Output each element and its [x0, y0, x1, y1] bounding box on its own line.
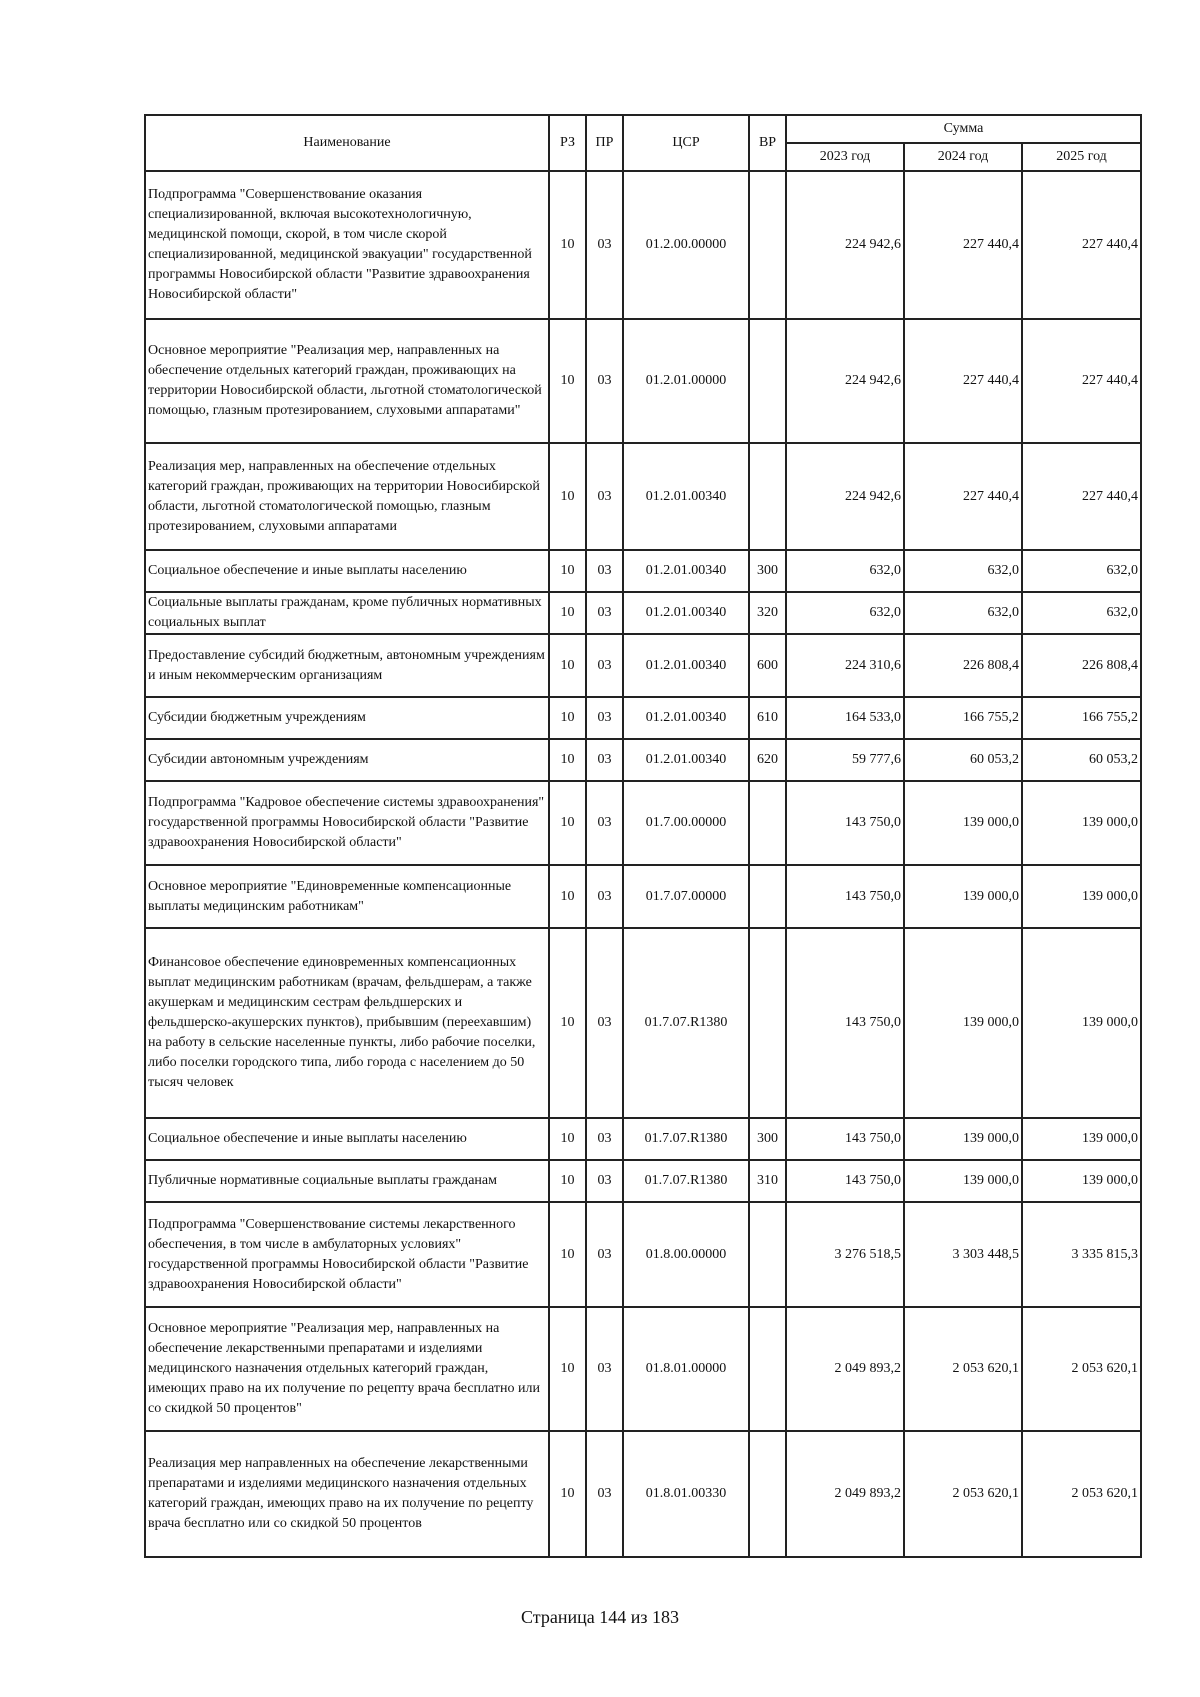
row-rz-cell: 10	[549, 928, 586, 1118]
row-rz-cell: 10	[549, 550, 586, 592]
row-csr-cell: 01.2.01.00340	[623, 634, 749, 697]
row-sum-2024-cell: 632,0	[904, 592, 1022, 634]
row-csr-cell: 01.7.07.R1380	[623, 928, 749, 1118]
row-name-cell: Подпрограмма "Совершенствование системы лекарственного обеспечения, в том числе в амбулаторных условиях" государственной программы Новосибирской области "Развитие здравоохранения Новосибирской области"	[145, 1202, 549, 1307]
header-rz: РЗ	[549, 115, 586, 171]
row-csr-cell: 01.2.01.00340	[623, 592, 749, 634]
row-sum-2023-cell: 2 049 893,2	[786, 1307, 904, 1431]
row-sum-2023-cell: 632,0	[786, 550, 904, 592]
row-name-cell: Основное мероприятие "Единовременные компенсационные выплаты медицинским работникам"	[145, 865, 549, 928]
header-year-2023: 2023 год	[786, 143, 904, 171]
row-csr-cell: 01.2.00.00000	[623, 171, 749, 319]
row-csr-cell: 01.7.07.R1380	[623, 1118, 749, 1160]
row-vr-cell: 310	[749, 1160, 786, 1202]
table-row	[145, 1118, 1141, 1160]
row-name-cell: Предоставление субсидий бюджетным, автономным учреждениям и иным некоммерческим организациям	[145, 634, 549, 697]
row-pr-cell: 03	[586, 865, 623, 928]
row-rz-cell: 10	[549, 1307, 586, 1431]
row-rz-cell: 10	[549, 1118, 586, 1160]
row-csr-cell: 01.7.07.R1380	[623, 1160, 749, 1202]
row-csr-cell: 01.8.01.00330	[623, 1431, 749, 1557]
row-vr-cell: 300	[749, 550, 786, 592]
row-sum-2024-cell: 632,0	[904, 550, 1022, 592]
budget-table	[144, 114, 1142, 1558]
row-name-cell: Подпрограмма "Совершенствование оказания специализированной, включая высокотехнологичную, медицинской помощи, скорой, в том числе скорой специализированной, медицинской эвакуации" государственной программы Новосибирской области "Развитие здравоохранения Новосибирской области"	[145, 171, 549, 319]
row-vr-cell	[749, 865, 786, 928]
row-sum-2024-cell: 166 755,2	[904, 697, 1022, 739]
row-sum-2024-cell: 227 440,4	[904, 443, 1022, 550]
row-sum-2025-cell: 227 440,4	[1022, 171, 1141, 319]
row-name-cell: Субсидии бюджетным учреждениям	[145, 697, 549, 739]
table-row	[145, 319, 1141, 443]
row-rz-cell: 10	[549, 739, 586, 781]
table-row	[145, 1202, 1141, 1307]
row-pr-cell: 03	[586, 928, 623, 1118]
row-pr-cell: 03	[586, 550, 623, 592]
row-sum-2025-cell: 2 053 620,1	[1022, 1431, 1141, 1557]
header-year-2025: 2025 год	[1022, 143, 1141, 171]
row-sum-2024-cell: 60 053,2	[904, 739, 1022, 781]
header-sum: Сумма	[786, 115, 1141, 143]
row-sum-2025-cell: 227 440,4	[1022, 319, 1141, 443]
table-row	[145, 1307, 1141, 1431]
row-sum-2024-cell: 227 440,4	[904, 319, 1022, 443]
row-vr-cell: 600	[749, 634, 786, 697]
row-name-cell: Социальное обеспечение и иные выплаты населению	[145, 1118, 549, 1160]
row-rz-cell: 10	[549, 865, 586, 928]
row-rz-cell: 10	[549, 634, 586, 697]
row-sum-2025-cell: 139 000,0	[1022, 1160, 1141, 1202]
row-pr-cell: 03	[586, 1160, 623, 1202]
row-vr-cell: 620	[749, 739, 786, 781]
row-sum-2024-cell: 139 000,0	[904, 1118, 1022, 1160]
row-sum-2024-cell: 227 440,4	[904, 171, 1022, 319]
row-sum-2023-cell: 2 049 893,2	[786, 1431, 904, 1557]
row-csr-cell: 01.2.01.00340	[623, 697, 749, 739]
row-sum-2025-cell: 139 000,0	[1022, 1118, 1141, 1160]
table-row	[145, 739, 1141, 781]
row-pr-cell: 03	[586, 697, 623, 739]
row-vr-cell	[749, 319, 786, 443]
row-pr-cell: 03	[586, 1118, 623, 1160]
row-csr-cell: 01.2.01.00340	[623, 550, 749, 592]
row-vr-cell: 610	[749, 697, 786, 739]
row-csr-cell: 01.2.01.00340	[623, 739, 749, 781]
row-sum-2025-cell: 60 053,2	[1022, 739, 1141, 781]
row-pr-cell: 03	[586, 739, 623, 781]
row-sum-2024-cell: 139 000,0	[904, 1160, 1022, 1202]
row-vr-cell	[749, 781, 786, 865]
row-pr-cell: 03	[586, 171, 623, 319]
row-sum-2025-cell: 632,0	[1022, 550, 1141, 592]
row-sum-2023-cell: 143 750,0	[786, 928, 904, 1118]
row-sum-2025-cell: 226 808,4	[1022, 634, 1141, 697]
header-csr: ЦСР	[623, 115, 749, 171]
row-sum-2025-cell: 139 000,0	[1022, 928, 1141, 1118]
row-sum-2023-cell: 164 533,0	[786, 697, 904, 739]
table-row	[145, 697, 1141, 739]
row-pr-cell: 03	[586, 781, 623, 865]
table-row	[145, 171, 1141, 319]
row-vr-cell	[749, 928, 786, 1118]
row-rz-cell: 10	[549, 443, 586, 550]
row-sum-2024-cell: 139 000,0	[904, 928, 1022, 1118]
table-row	[145, 1431, 1141, 1557]
header-year-2024: 2024 год	[904, 143, 1022, 171]
row-rz-cell: 10	[549, 1431, 586, 1557]
row-sum-2023-cell: 224 942,6	[786, 443, 904, 550]
row-vr-cell	[749, 443, 786, 550]
row-pr-cell: 03	[586, 1202, 623, 1307]
row-sum-2024-cell: 3 303 448,5	[904, 1202, 1022, 1307]
row-vr-cell	[749, 1307, 786, 1431]
row-vr-cell: 300	[749, 1118, 786, 1160]
row-csr-cell: 01.7.00.00000	[623, 781, 749, 865]
row-name-cell: Публичные нормативные социальные выплаты гражданам	[145, 1160, 549, 1202]
table-row	[145, 1160, 1141, 1202]
table-body	[145, 171, 1141, 1557]
row-sum-2023-cell: 143 750,0	[786, 781, 904, 865]
table-row	[145, 781, 1141, 865]
row-csr-cell: 01.2.01.00000	[623, 319, 749, 443]
row-rz-cell: 10	[549, 319, 586, 443]
row-sum-2025-cell: 227 440,4	[1022, 443, 1141, 550]
row-sum-2023-cell: 143 750,0	[786, 1118, 904, 1160]
row-csr-cell: 01.8.01.00000	[623, 1307, 749, 1431]
row-vr-cell	[749, 171, 786, 319]
row-sum-2024-cell: 139 000,0	[904, 781, 1022, 865]
row-pr-cell: 03	[586, 319, 623, 443]
row-rz-cell: 10	[549, 1160, 586, 1202]
row-pr-cell: 03	[586, 1431, 623, 1557]
row-csr-cell: 01.7.07.00000	[623, 865, 749, 928]
table-row	[145, 634, 1141, 697]
row-name-cell: Подпрограмма "Кадровое обеспечение системы здравоохранения" государственной программы Новосибирской области "Развитие здравоохранения Новосибирской области"	[145, 781, 549, 865]
row-csr-cell: 01.8.00.00000	[623, 1202, 749, 1307]
header-name: Наименование	[145, 115, 549, 171]
row-name-cell: Социальные выплаты гражданам, кроме публичных нормативных социальных выплат	[145, 592, 549, 634]
row-sum-2023-cell: 224 942,6	[786, 171, 904, 319]
row-sum-2025-cell: 166 755,2	[1022, 697, 1141, 739]
page-number: Страница 144 из 183	[521, 1607, 679, 1627]
row-name-cell: Основное мероприятие "Реализация мер, направленных на обеспечение лекарственными препаратами и изделиями медицинского назначения отдельных категорий граждан, имеющих право на их получение по рецепту врача бесплатно или со скидкой 50 процентов"	[145, 1307, 549, 1431]
table-row	[145, 550, 1141, 592]
row-sum-2025-cell: 139 000,0	[1022, 781, 1141, 865]
row-pr-cell: 03	[586, 443, 623, 550]
header-vr: ВР	[749, 115, 786, 171]
row-sum-2025-cell: 139 000,0	[1022, 865, 1141, 928]
row-csr-cell: 01.2.01.00340	[623, 443, 749, 550]
row-sum-2025-cell: 3 335 815,3	[1022, 1202, 1141, 1307]
table-row	[145, 865, 1141, 928]
table-row	[145, 592, 1141, 634]
row-sum-2025-cell: 632,0	[1022, 592, 1141, 634]
table-row	[145, 443, 1141, 550]
row-sum-2024-cell: 2 053 620,1	[904, 1307, 1022, 1431]
row-sum-2024-cell: 139 000,0	[904, 865, 1022, 928]
row-name-cell: Социальное обеспечение и иные выплаты населению	[145, 550, 549, 592]
row-name-cell: Реализация мер направленных на обеспечение лекарственными препаратами и изделиями медицинского назначения отдельных категорий граждан, имеющих право на их получение по рецепту врача бесплатно или со скидкой 50 процентов	[145, 1431, 549, 1557]
table-row	[145, 928, 1141, 1118]
row-vr-cell	[749, 1431, 786, 1557]
row-sum-2023-cell: 59 777,6	[786, 739, 904, 781]
row-name-cell: Финансовое обеспечение единовременных компенсационных выплат медицинским работникам (врачам, фельдшерам, а также акушеркам и медицинским сестрам фельдшерских и фельдшерско-акушерских пунктов), прибывшим (переехавшим) на работу в сельские населенные пункты, либо рабочие поселки, либо поселки городского типа, либо города с населением до 50 тысяч человек	[145, 928, 549, 1118]
row-name-cell: Субсидии автономным учреждениям	[145, 739, 549, 781]
row-name-cell: Основное мероприятие "Реализация мер, направленных на обеспечение отдельных категорий граждан, проживающих на территории Новосибирской области, льготной стоматологической помощью, глазным протезированием, слуховыми аппаратами"	[145, 319, 549, 443]
row-sum-2025-cell: 2 053 620,1	[1022, 1307, 1141, 1431]
row-sum-2023-cell: 224 942,6	[786, 319, 904, 443]
row-sum-2023-cell: 224 310,6	[786, 634, 904, 697]
row-rz-cell: 10	[549, 697, 586, 739]
row-rz-cell: 10	[549, 592, 586, 634]
row-pr-cell: 03	[586, 634, 623, 697]
row-vr-cell	[749, 1202, 786, 1307]
row-sum-2023-cell: 143 750,0	[786, 865, 904, 928]
header-pr: ПР	[586, 115, 623, 171]
row-sum-2024-cell: 2 053 620,1	[904, 1431, 1022, 1557]
row-pr-cell: 03	[586, 1307, 623, 1431]
row-name-cell: Реализация мер, направленных на обеспечение отдельных категорий граждан, проживающих на территории Новосибирской области, льготной стоматологической помощью, глазным протезированием, слуховыми аппаратами	[145, 443, 549, 550]
row-vr-cell: 320	[749, 592, 786, 634]
row-rz-cell: 10	[549, 171, 586, 319]
row-sum-2023-cell: 3 276 518,5	[786, 1202, 904, 1307]
row-sum-2023-cell: 143 750,0	[786, 1160, 904, 1202]
row-sum-2024-cell: 226 808,4	[904, 634, 1022, 697]
row-pr-cell: 03	[586, 592, 623, 634]
row-rz-cell: 10	[549, 781, 586, 865]
row-sum-2023-cell: 632,0	[786, 592, 904, 634]
row-rz-cell: 10	[549, 1202, 586, 1307]
